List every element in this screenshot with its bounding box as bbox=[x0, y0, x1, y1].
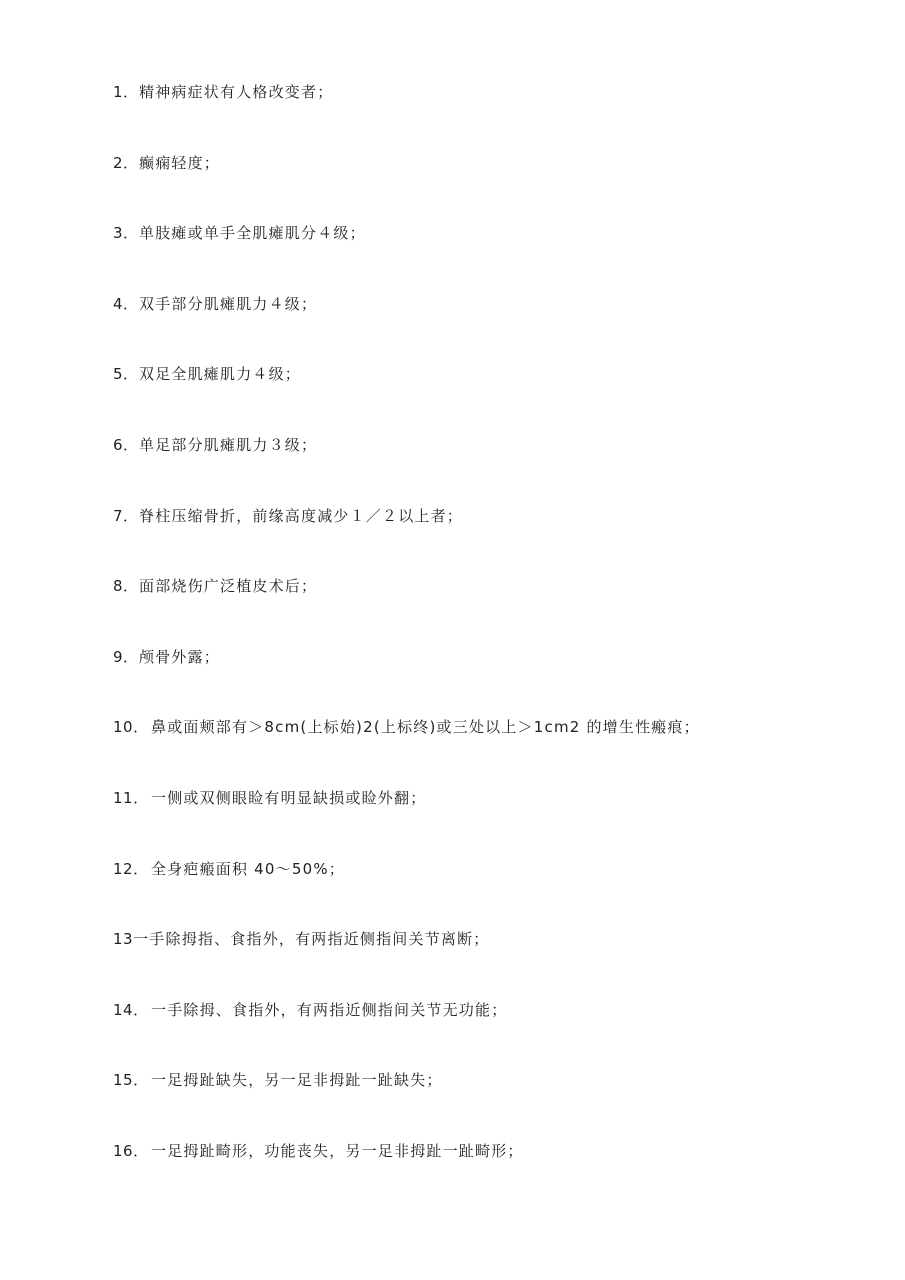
list-item bbox=[113, 431, 873, 502]
item-number: 5． bbox=[113, 365, 139, 384]
item-number: 13 bbox=[113, 930, 134, 949]
item-text: 一足拇趾畸形，功能丧失，另一足非拇趾一趾畸形； bbox=[151, 1141, 524, 1160]
item-text: 单足部分肌瘫肌力３级； bbox=[139, 435, 318, 454]
list-item bbox=[113, 572, 873, 643]
item-number: 1． bbox=[113, 83, 139, 101]
list-item bbox=[113, 925, 873, 996]
item-number: 6． bbox=[113, 435, 139, 454]
item-number: 4． bbox=[113, 294, 139, 313]
item-text: 癫痫轻度； bbox=[139, 153, 221, 172]
item-text: 面部烧伤广泛植皮术后； bbox=[139, 577, 318, 596]
item-text: 双足全肌瘫肌力４级； bbox=[139, 365, 302, 384]
item-number: 10． bbox=[113, 718, 149, 737]
list-item bbox=[113, 996, 873, 1067]
item-number: 8． bbox=[113, 577, 139, 596]
list-item bbox=[113, 219, 873, 290]
item-number: 14． bbox=[113, 1000, 149, 1019]
item-number: 3． bbox=[113, 224, 139, 243]
list-item bbox=[113, 1066, 873, 1137]
item-text: 一侧或双侧眼睑有明显缺损或睑外翻； bbox=[151, 788, 427, 807]
item-number: 7． bbox=[113, 506, 139, 525]
disability-criteria-list bbox=[113, 78, 873, 1208]
item-text: 一手除拇指、食指外，有两指近侧指间关节离断； bbox=[133, 930, 490, 949]
item-text: 全身疤瘢面积 40～50%； bbox=[151, 859, 345, 878]
item-text: 一手除拇、食指外，有两指近侧指间关节无功能； bbox=[151, 1000, 508, 1019]
item-text: 单肢瘫或单手全肌瘫肌分４级； bbox=[139, 224, 366, 243]
list-item bbox=[113, 360, 873, 431]
list-item bbox=[113, 502, 873, 573]
item-text: 一足拇趾缺失，另一足非拇趾一趾缺失； bbox=[151, 1071, 443, 1090]
item-text: 鼻或面颊部有＞8cm(上标始)2(上标终)或三处以上＞1cm2 的增生性瘢痕； bbox=[151, 718, 700, 737]
item-number: 15． bbox=[113, 1071, 149, 1090]
item-number: 11． bbox=[113, 788, 149, 807]
list-item bbox=[113, 855, 873, 926]
item-number: 2． bbox=[113, 153, 139, 172]
list-item bbox=[113, 78, 873, 149]
list-item bbox=[113, 643, 873, 714]
list-item bbox=[113, 784, 873, 855]
item-number: 16． bbox=[113, 1141, 149, 1160]
item-number: 12． bbox=[113, 859, 149, 878]
list-item bbox=[113, 290, 873, 361]
list-item bbox=[113, 149, 873, 220]
item-text: 颅骨外露； bbox=[139, 647, 221, 666]
list-item bbox=[113, 1137, 873, 1208]
item-text: 脊柱压缩骨折，前缘高度减少１／２以上者； bbox=[139, 506, 464, 525]
item-text: 精神病症状有人格改变者； bbox=[139, 83, 334, 101]
item-text: 双手部分肌瘫肌力４级； bbox=[139, 294, 318, 313]
list-item bbox=[113, 713, 873, 784]
item-number: 9． bbox=[113, 647, 139, 666]
